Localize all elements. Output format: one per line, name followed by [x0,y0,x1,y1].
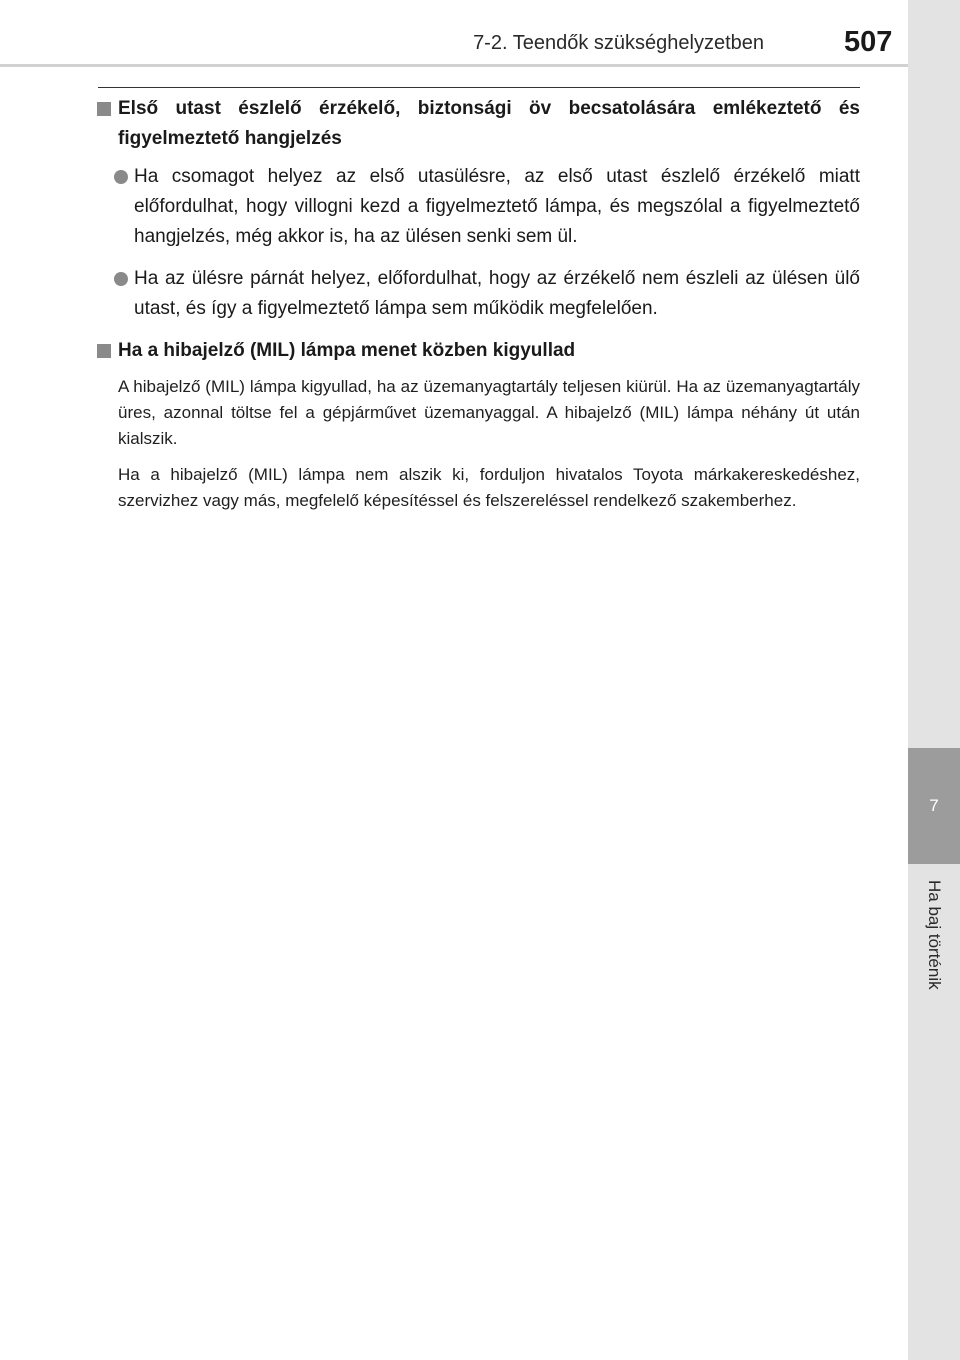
list-item [96,264,860,324]
page-number: 507 [844,26,893,58]
header-divider [0,64,908,67]
paragraph: A hibajelző (MIL) lámpa kigyullad, ha az üzemanyagtartály teljesen kiürül. Ha az üzemanyagtartály üres, azonnal töltse fel a gépjárművet üzemanyaggal. A hibajelző (MIL) lámpa néhány út után kialszik. [118,377,860,448]
square-bullet-icon [97,102,111,116]
chapter-number-tab [908,748,960,864]
section-heading [96,94,860,154]
circle-bullet-icon [114,170,128,184]
square-bullet-icon [97,344,111,358]
chapter-sidebar [908,0,960,1360]
list-item [96,162,860,252]
paragraph: Ha a hibajelző (MIL) lámpa nem alszik ki, forduljon hivatalos Toyota márkakereskedéshez, szervizhez vagy más, megfelelő képesítéssel és felszereléssel rendelkező szakemberhez. [118,465,860,510]
circle-bullet-icon [114,272,128,286]
page-content [96,94,860,524]
list-item-text: Ha az ülésre párnát helyez, előfordulhat, hogy az érzékelő nem észleli az ülésen ülő utast, és így a figyelmeztető lámpa sem működik megfelelően. [134,268,860,319]
chapter-title: Ha baj történik [925,880,944,990]
section-heading-text: Első utast észlelő érzékelő, biztonsági öv becsatolására emlékeztető és figyelmeztető hangjelzés [118,98,860,149]
section-title: 7-2. Teendők szükséghelyzetben [473,32,764,54]
chapter-number: 7 [929,796,939,815]
content-divider [98,87,860,88]
list-item-text: Ha csomagot helyez az első utasülésre, az első utast észlelő érzékelő miatt előfordulhat, hogy villogni kezd a figyelmeztető lámpa, és megszólal a figyelmeztető hangjelzés, még akkor is, ha az ülésen senki sem ül. [134,166,860,247]
section-heading-text: Ha a hibajelző (MIL) lámpa menet közben kigyullad [118,340,576,361]
section-heading [96,336,860,366]
